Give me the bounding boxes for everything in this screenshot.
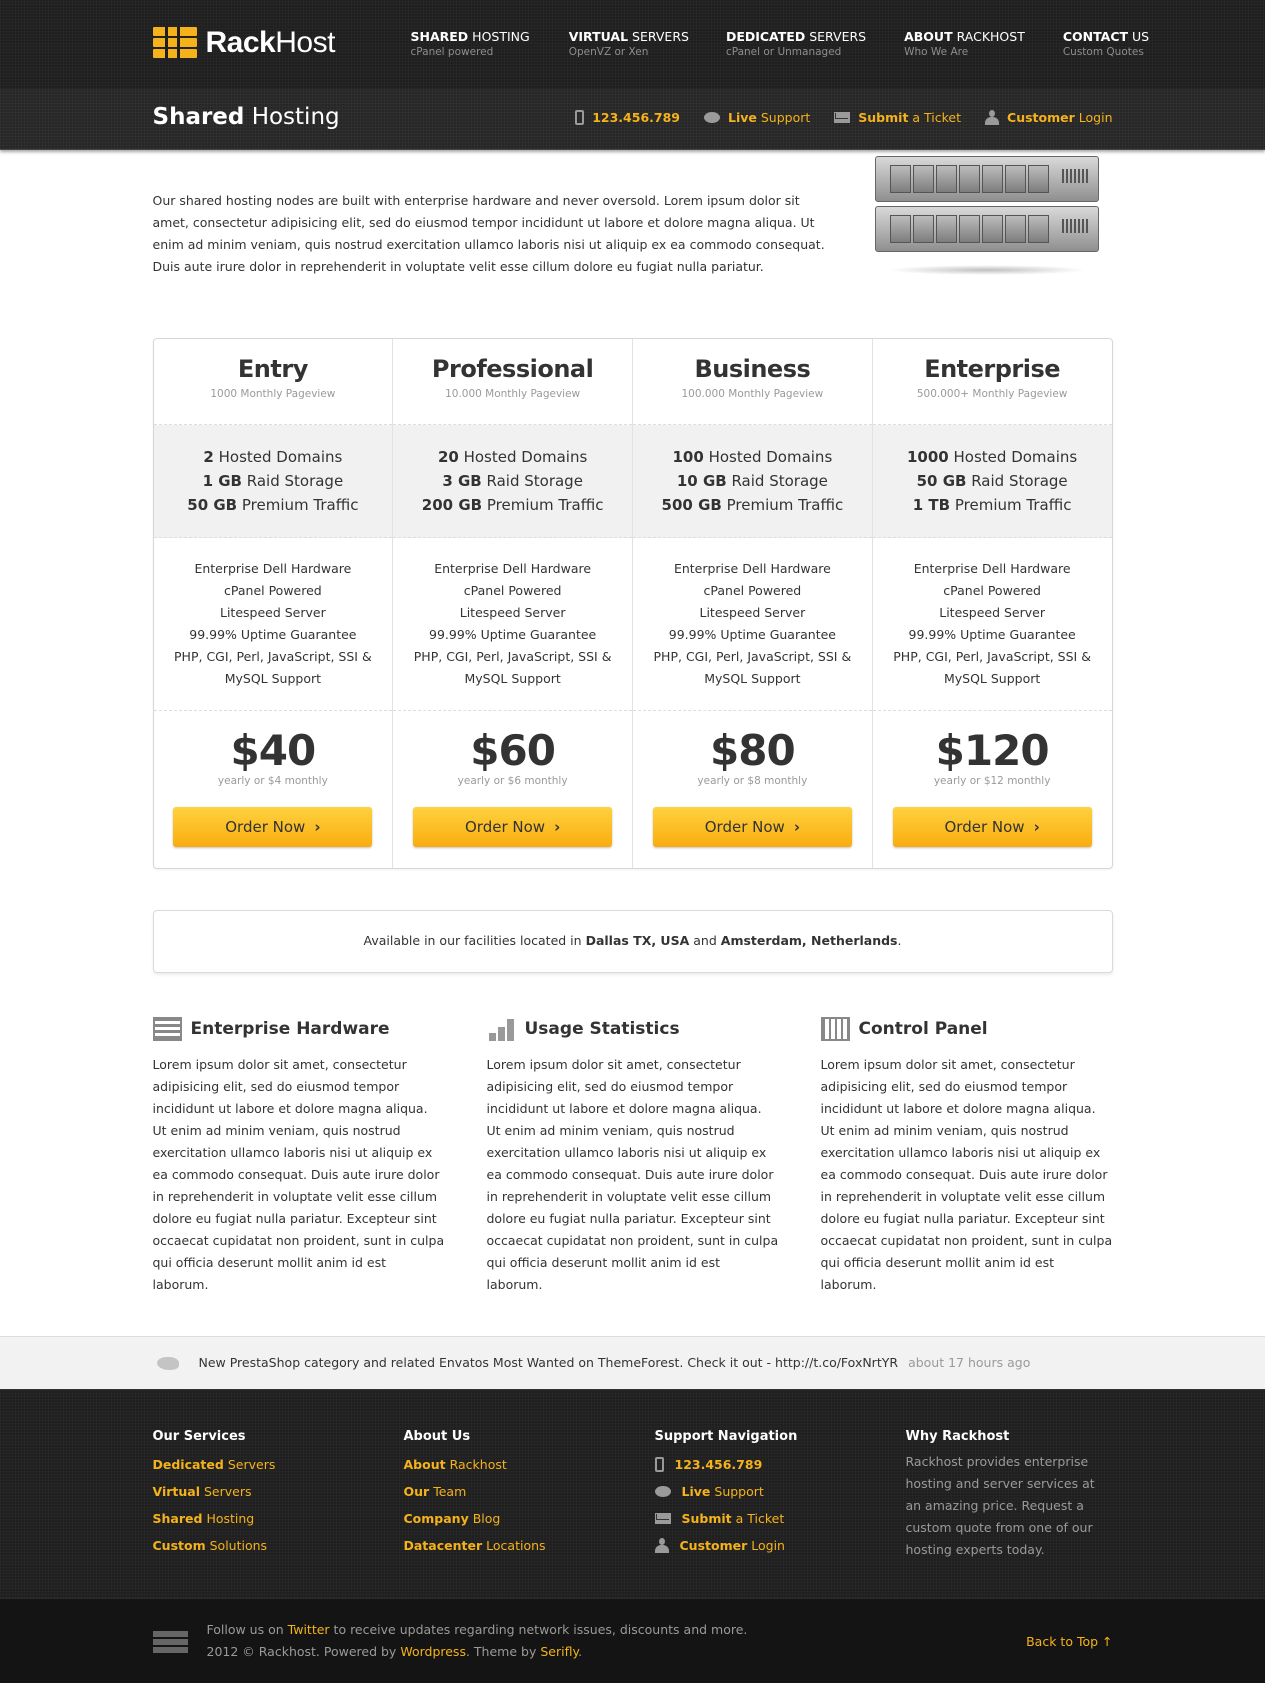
page-title: Shared Hosting (152, 104, 340, 130)
nav-shared-hosting[interactable]: SHARED HOSTING cPanel powered (410, 29, 530, 58)
plan-traffic: 200 GB Premium Traffic (421, 496, 604, 514)
plan-price-note: yearly or $12 monthly (933, 775, 1051, 787)
twitter-link[interactable]: Twitter (287, 1622, 330, 1637)
footer-link-datacenter-locations[interactable]: Datacenter Locations (403, 1538, 546, 1553)
plan-enterprise (873, 339, 1112, 868)
plan-feature: PHP, CGI, Perl, JavaScript, SSI & (174, 649, 372, 664)
plan-price-note: yearly or $8 monthly (697, 775, 808, 787)
plan-feature: 99.99% Uptime Guarantee (429, 627, 597, 642)
server-rack-illustration (867, 150, 1107, 275)
footer-link-our-team[interactable]: Our Team (403, 1484, 467, 1499)
twitter-bird-icon (153, 1353, 181, 1373)
plan-pageviews: 10.000 Monthly Pageview (445, 388, 581, 400)
plan-price-note: yearly or $6 monthly (457, 775, 568, 787)
plan-domains: 2 Hosted Domains (203, 448, 343, 466)
footer-link-customer-login[interactable]: Customer Login (655, 1532, 906, 1559)
plan-price: $60 (470, 726, 555, 775)
feature-enterprise-hardware (153, 1017, 445, 1296)
phone-icon (575, 110, 584, 125)
feature-title: Control Panel (858, 1019, 988, 1039)
nav-about-rackhost[interactable]: ABOUT RACKHOST Who We Are (904, 29, 1025, 58)
plan-traffic: 500 GB Premium Traffic (661, 496, 844, 514)
plan-domains: 20 Hosted Domains (437, 448, 588, 466)
twitter-bar (0, 1336, 1265, 1389)
footer-link-company-blog[interactable]: Company Blog (403, 1511, 501, 1526)
plan-storage: 10 GB Raid Storage (676, 472, 828, 490)
site-logo[interactable] (153, 26, 335, 60)
footer-link-dedicated-servers[interactable]: Dedicated Servers (152, 1457, 276, 1472)
tweet-time: about 17 hours ago (908, 1355, 1031, 1370)
feature-control-panel (821, 1017, 1113, 1296)
support-links (551, 110, 1112, 125)
plan-traffic: 1 TB Premium Traffic (912, 496, 1072, 514)
footer-notes: Follow us on Twitter to receive updates regarding network issues, discounts and more. 2012 © Rackhost. Powered by Wordpress. Theme by Serifly. (206, 1622, 748, 1659)
footer (0, 1389, 1265, 1598)
feature-text: Lorem ipsum dolor sit amet, consectetur adipisicing elit, sed do eiusmod tempor incididunt ut labore et dolore magna aliqua. Ut enim ad minim veniam, quis nostrud exercitation ullamco laboris nisi ut aliquip ex ea commodo consequat. Duis aute irure dolor in reprehenderit in voluptate velit esse cillum dolore eu fugiat nulla pariatur. Excepteur sint occaecat cupidatat non proident, sunt in culpa qui officia deserunt mollit anim id est laborum. (486, 1057, 779, 1292)
submit-ticket-link[interactable]: Submit a Ticket (834, 110, 961, 125)
plan-traffic: 50 GB Premium Traffic (187, 496, 359, 514)
chat-bubble-icon (704, 112, 720, 123)
order-button-label: Order Now (704, 818, 785, 836)
plan-feature: MySQL Support (224, 671, 322, 686)
plan-feature: Enterprise Dell Hardware (673, 561, 831, 576)
plan-price-note: yearly or $4 monthly (217, 775, 328, 787)
plan-name: Enterprise (924, 355, 1061, 383)
plan-feature: cPanel Powered (943, 583, 1041, 598)
order-button-label: Order Now (225, 818, 306, 836)
footer-heading: About Us (403, 1429, 471, 1444)
feature-text: Lorem ipsum dolor sit amet, consectetur adipisicing elit, sed do eiusmod tempor incididunt ut labore et dolore magna aliqua. Ut enim ad minim veniam, quis nostrud exercitation ullamco laboris nisi ut aliquip ex ea commodo consequat. Duis aute irure dolor in reprehenderit in voluptate velit esse cillum dolore eu fugiat nulla pariatur. Excepteur sint occaecat cupidatat non proident, sunt in culpa qui officia deserunt mollit anim id est laborum. (152, 1057, 445, 1292)
plan-name: Entry (237, 355, 308, 383)
feature-usage-statistics (487, 1017, 779, 1296)
chevron-right-icon: › (793, 818, 800, 836)
intro-text: Our shared hosting nodes are built with enterprise hardware and never oversold. Lorem ipsum dolor sit amet, consectetur adipisicing elit, sed do eiusmod tempor incididunt ut labore et dolore magna aliqua. Ut enim ad minim veniam, quis nostrud exercitation ullamco laboris nisi ut aliquip ex ea commodo consequat. Duis aute irure dolor in reprehenderit in voluptate velit esse cillum dolore eu fugiat nulla pariatur. (152, 193, 825, 274)
top-header (0, 0, 1265, 90)
footer-link-virtual-servers[interactable]: Virtual Servers (152, 1484, 252, 1499)
plan-feature: 99.99% Uptime Guarantee (908, 627, 1076, 642)
feature-title: Usage Statistics (524, 1019, 680, 1039)
phone-icon (655, 1457, 664, 1472)
footer-link-custom-solutions[interactable]: Custom Solutions (152, 1538, 268, 1553)
envelope-icon (834, 112, 850, 123)
title-bar (0, 90, 1265, 150)
plan-entry (154, 339, 394, 868)
features-section (153, 1017, 1113, 1296)
plan-feature: MySQL Support (943, 671, 1041, 686)
user-icon (985, 110, 999, 125)
footer-link-live-support[interactable]: Live Support (655, 1478, 906, 1505)
footer-about-us (404, 1429, 655, 1561)
latest-tweet (153, 1337, 1113, 1388)
nav-dedicated-servers[interactable]: DEDICATED SERVERS cPanel or Unmanaged (725, 29, 867, 58)
plan-feature: PHP, CGI, Perl, JavaScript, SSI & (653, 649, 852, 664)
plan-feature: Enterprise Dell Hardware (194, 561, 352, 576)
back-to-top-link[interactable]: Back to Top ↑ (1026, 1633, 1113, 1649)
chevron-right-icon: › (554, 818, 561, 836)
plan-feature: Enterprise Dell Hardware (913, 561, 1071, 576)
main-nav (411, 29, 1150, 58)
nav-contact-us[interactable]: CONTACT US Custom Quotes (1062, 29, 1150, 58)
order-button-label: Order Now (465, 818, 546, 836)
order-now-button[interactable] (173, 807, 372, 847)
plan-feature: Litespeed Server (459, 605, 566, 620)
plan-feature: 99.99% Uptime Guarantee (668, 627, 836, 642)
bar-chart-icon (487, 1017, 516, 1041)
plan-feature: Litespeed Server (699, 605, 806, 620)
tweet-text[interactable]: New PrestaShop category and related Envatos Most Wanted on ThemeForest. Check it out - http://t.co/FoxNrtYR (198, 1355, 899, 1370)
footer-link-about-rackhost[interactable]: About Rackhost (403, 1457, 507, 1472)
feature-text: Lorem ipsum dolor sit amet, consectetur adipisicing elit, sed do eiusmod tempor incididunt ut labore et dolore magna aliqua. Ut enim ad minim veniam, quis nostrud exercitation ullamco laboris nisi ut aliquip ex ea commodo consequat. Duis aute irure dolor in reprehenderit in voluptate velit esse cillum dolore eu fugiat nulla pariatur. Excepteur sint occaecat cupidatat non proident, sunt in culpa qui officia deserunt mollit anim id est laborum. (820, 1057, 1113, 1292)
footer-link-shared-hosting[interactable]: Shared Hosting (152, 1511, 255, 1526)
envelope-icon (655, 1513, 671, 1524)
order-now-button[interactable] (653, 807, 852, 847)
plan-feature: MySQL Support (464, 671, 561, 686)
user-icon (655, 1538, 669, 1553)
nav-virtual-servers[interactable]: VIRTUAL SERVERS OpenVZ or Xen (568, 29, 689, 58)
plan-business (633, 339, 873, 868)
chevron-right-icon: › (1033, 818, 1040, 836)
hardware-rack-icon (153, 1017, 182, 1041)
footer-heading: Support Navigation (654, 1429, 798, 1444)
feature-title: Enterprise Hardware (190, 1019, 390, 1039)
footer-support-navigation (655, 1429, 906, 1561)
logo-text: RackHost (205, 26, 335, 59)
footer-link-phone[interactable]: 123.456.789 (655, 1451, 906, 1478)
plan-domains: 1000 Hosted Domains (907, 448, 1078, 466)
server-stack-logo-icon (153, 27, 197, 59)
plan-name: Professional (431, 355, 594, 383)
chat-bubble-icon (655, 1486, 671, 1497)
plan-feature: Litespeed Server (939, 605, 1045, 620)
plan-storage: 3 GB Raid Storage (442, 472, 583, 490)
plan-feature: 99.99% Uptime Guarantee (189, 627, 357, 642)
plan-feature: cPanel Powered (224, 583, 322, 598)
locations-box: Available in our facilities located in Dallas TX, USA and Amsterdam, Netherlands. (153, 910, 1113, 973)
plan-price: $120 (935, 726, 1049, 775)
plan-storage: 1 GB Raid Storage (202, 472, 344, 490)
footer-our-services (153, 1429, 404, 1561)
plan-feature: cPanel Powered (463, 583, 562, 598)
footer-why-rackhost (906, 1429, 1113, 1561)
plan-pageviews: 500.000+ Monthly Pageview (916, 388, 1068, 400)
plan-storage: 50 GB Raid Storage (916, 472, 1068, 490)
plan-pageviews: 100.000 Monthly Pageview (681, 388, 824, 400)
order-now-button[interactable] (413, 807, 612, 847)
footer-logo-icon (153, 1629, 188, 1653)
footer-heading: Why Rackhost (905, 1429, 1010, 1444)
plan-feature: PHP, CGI, Perl, JavaScript, SSI & (893, 649, 1091, 664)
why-rackhost-text: Rackhost provides enterprise hosting and server services at an amazing price. Request a custom quote from one of our hosting experts today. (905, 1454, 1095, 1557)
order-now-button[interactable] (893, 807, 1092, 847)
plan-professional (393, 339, 633, 868)
intro-section (153, 150, 1113, 320)
wordpress-link[interactable]: Wordpress (400, 1644, 466, 1659)
control-panel-sliders-icon (821, 1017, 850, 1041)
live-support-link[interactable]: Live Support (704, 110, 810, 125)
plan-feature: MySQL Support (704, 671, 801, 686)
footer-link-submit-ticket[interactable]: Submit a Ticket (655, 1505, 906, 1532)
plan-domains: 100 Hosted Domains (672, 448, 833, 466)
serifly-link[interactable]: Serifly (540, 1644, 579, 1659)
plan-name: Business (694, 355, 811, 383)
plan-price: $80 (710, 726, 795, 775)
bottom-bar (0, 1598, 1265, 1683)
chevron-right-icon: › (314, 818, 321, 836)
plan-price: $40 (230, 726, 316, 775)
phone-link[interactable]: 123.456.789 (575, 110, 680, 125)
plan-feature: cPanel Powered (703, 583, 802, 598)
order-button-label: Order Now (944, 818, 1025, 836)
pricing-table (153, 338, 1113, 869)
plan-feature: Enterprise Dell Hardware (434, 561, 592, 576)
plan-feature: PHP, CGI, Perl, JavaScript, SSI & (413, 649, 612, 664)
plan-pageviews: 1000 Monthly Pageview (210, 388, 336, 400)
plan-feature: Litespeed Server (219, 605, 326, 620)
footer-heading: Our Services (152, 1429, 246, 1444)
customer-login-link[interactable]: Customer Login (985, 110, 1112, 125)
